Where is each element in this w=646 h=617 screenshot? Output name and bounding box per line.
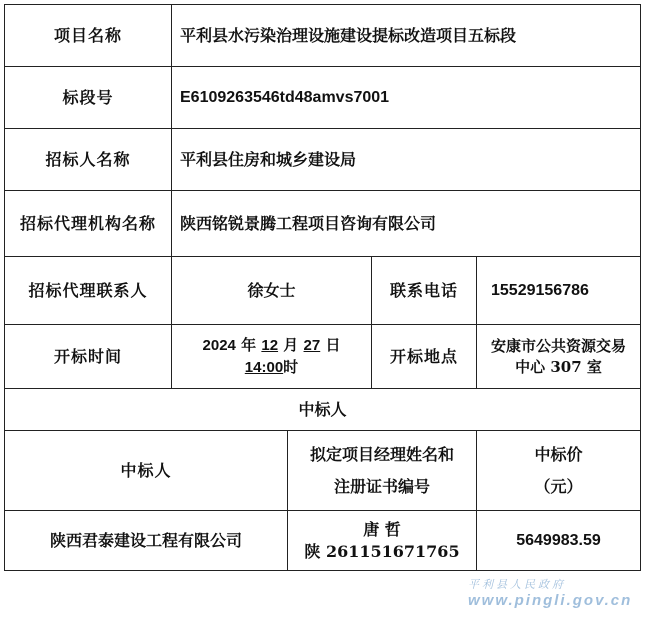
section-no-value: E6109263546td48amvs7001 xyxy=(172,67,641,129)
tenderer-label: 招标人名称 xyxy=(5,129,172,191)
open-time-date: 2024 年 12 月 27 日 xyxy=(202,336,341,355)
manager-info xyxy=(288,511,477,571)
phone-value: 15529156786 xyxy=(477,257,641,325)
section-no-label: 标段号 xyxy=(5,67,172,129)
open-time-clock: 14:00时 xyxy=(244,357,299,376)
open-place-value: 安康市公共资源交易 中心 307 室 xyxy=(477,325,641,389)
open-time-value xyxy=(172,325,372,389)
manager-cert: 陕 261151671765 xyxy=(304,541,460,561)
winner-data-row xyxy=(5,511,641,571)
open-place-label: 开标地点 xyxy=(372,325,477,389)
winner-section-row xyxy=(5,389,641,431)
project-name-row xyxy=(5,5,641,67)
agency-label: 招标代理机构名称 xyxy=(5,191,172,257)
open-time-label: 开标时间 xyxy=(5,325,172,389)
project-name-label: 项目名称 xyxy=(5,5,172,67)
winner-name: 陕西君泰建设工程有限公司 xyxy=(5,511,288,571)
agency-value: 陕西铭锐景腾工程项目咨询有限公司 xyxy=(172,191,641,257)
tender-result-table xyxy=(4,4,641,571)
tenderer-row xyxy=(5,129,641,191)
site-watermark xyxy=(468,577,638,613)
manager-name: 唐 哲 xyxy=(363,519,401,539)
winning-price: 5649983.59 xyxy=(477,511,641,571)
watermark-line2: www.pingli.gov.cn xyxy=(468,592,633,609)
open-row xyxy=(5,325,641,389)
winner-col-header: 中标人 xyxy=(5,431,288,511)
contact-row xyxy=(5,257,641,325)
agency-row xyxy=(5,191,641,257)
winner-section-title: 中标人 xyxy=(5,389,641,431)
section-no-row xyxy=(5,67,641,129)
price-col-header: 中标价 （元） xyxy=(477,431,641,511)
agency-contact-label: 招标代理联系人 xyxy=(5,257,172,325)
watermark-line1: 平利县人民政府 xyxy=(468,578,566,591)
tenderer-value: 平利县住房和城乡建设局 xyxy=(172,129,641,191)
project-name-value: 平利县水污染治理设施建设提标改造项目五标段 xyxy=(172,5,641,67)
manager-col-header: 拟定项目经理姓名和 注册证书编号 xyxy=(288,431,477,511)
winner-header-row xyxy=(5,431,641,511)
phone-label: 联系电话 xyxy=(372,257,477,325)
agency-contact-value: 徐女士 xyxy=(172,257,372,325)
